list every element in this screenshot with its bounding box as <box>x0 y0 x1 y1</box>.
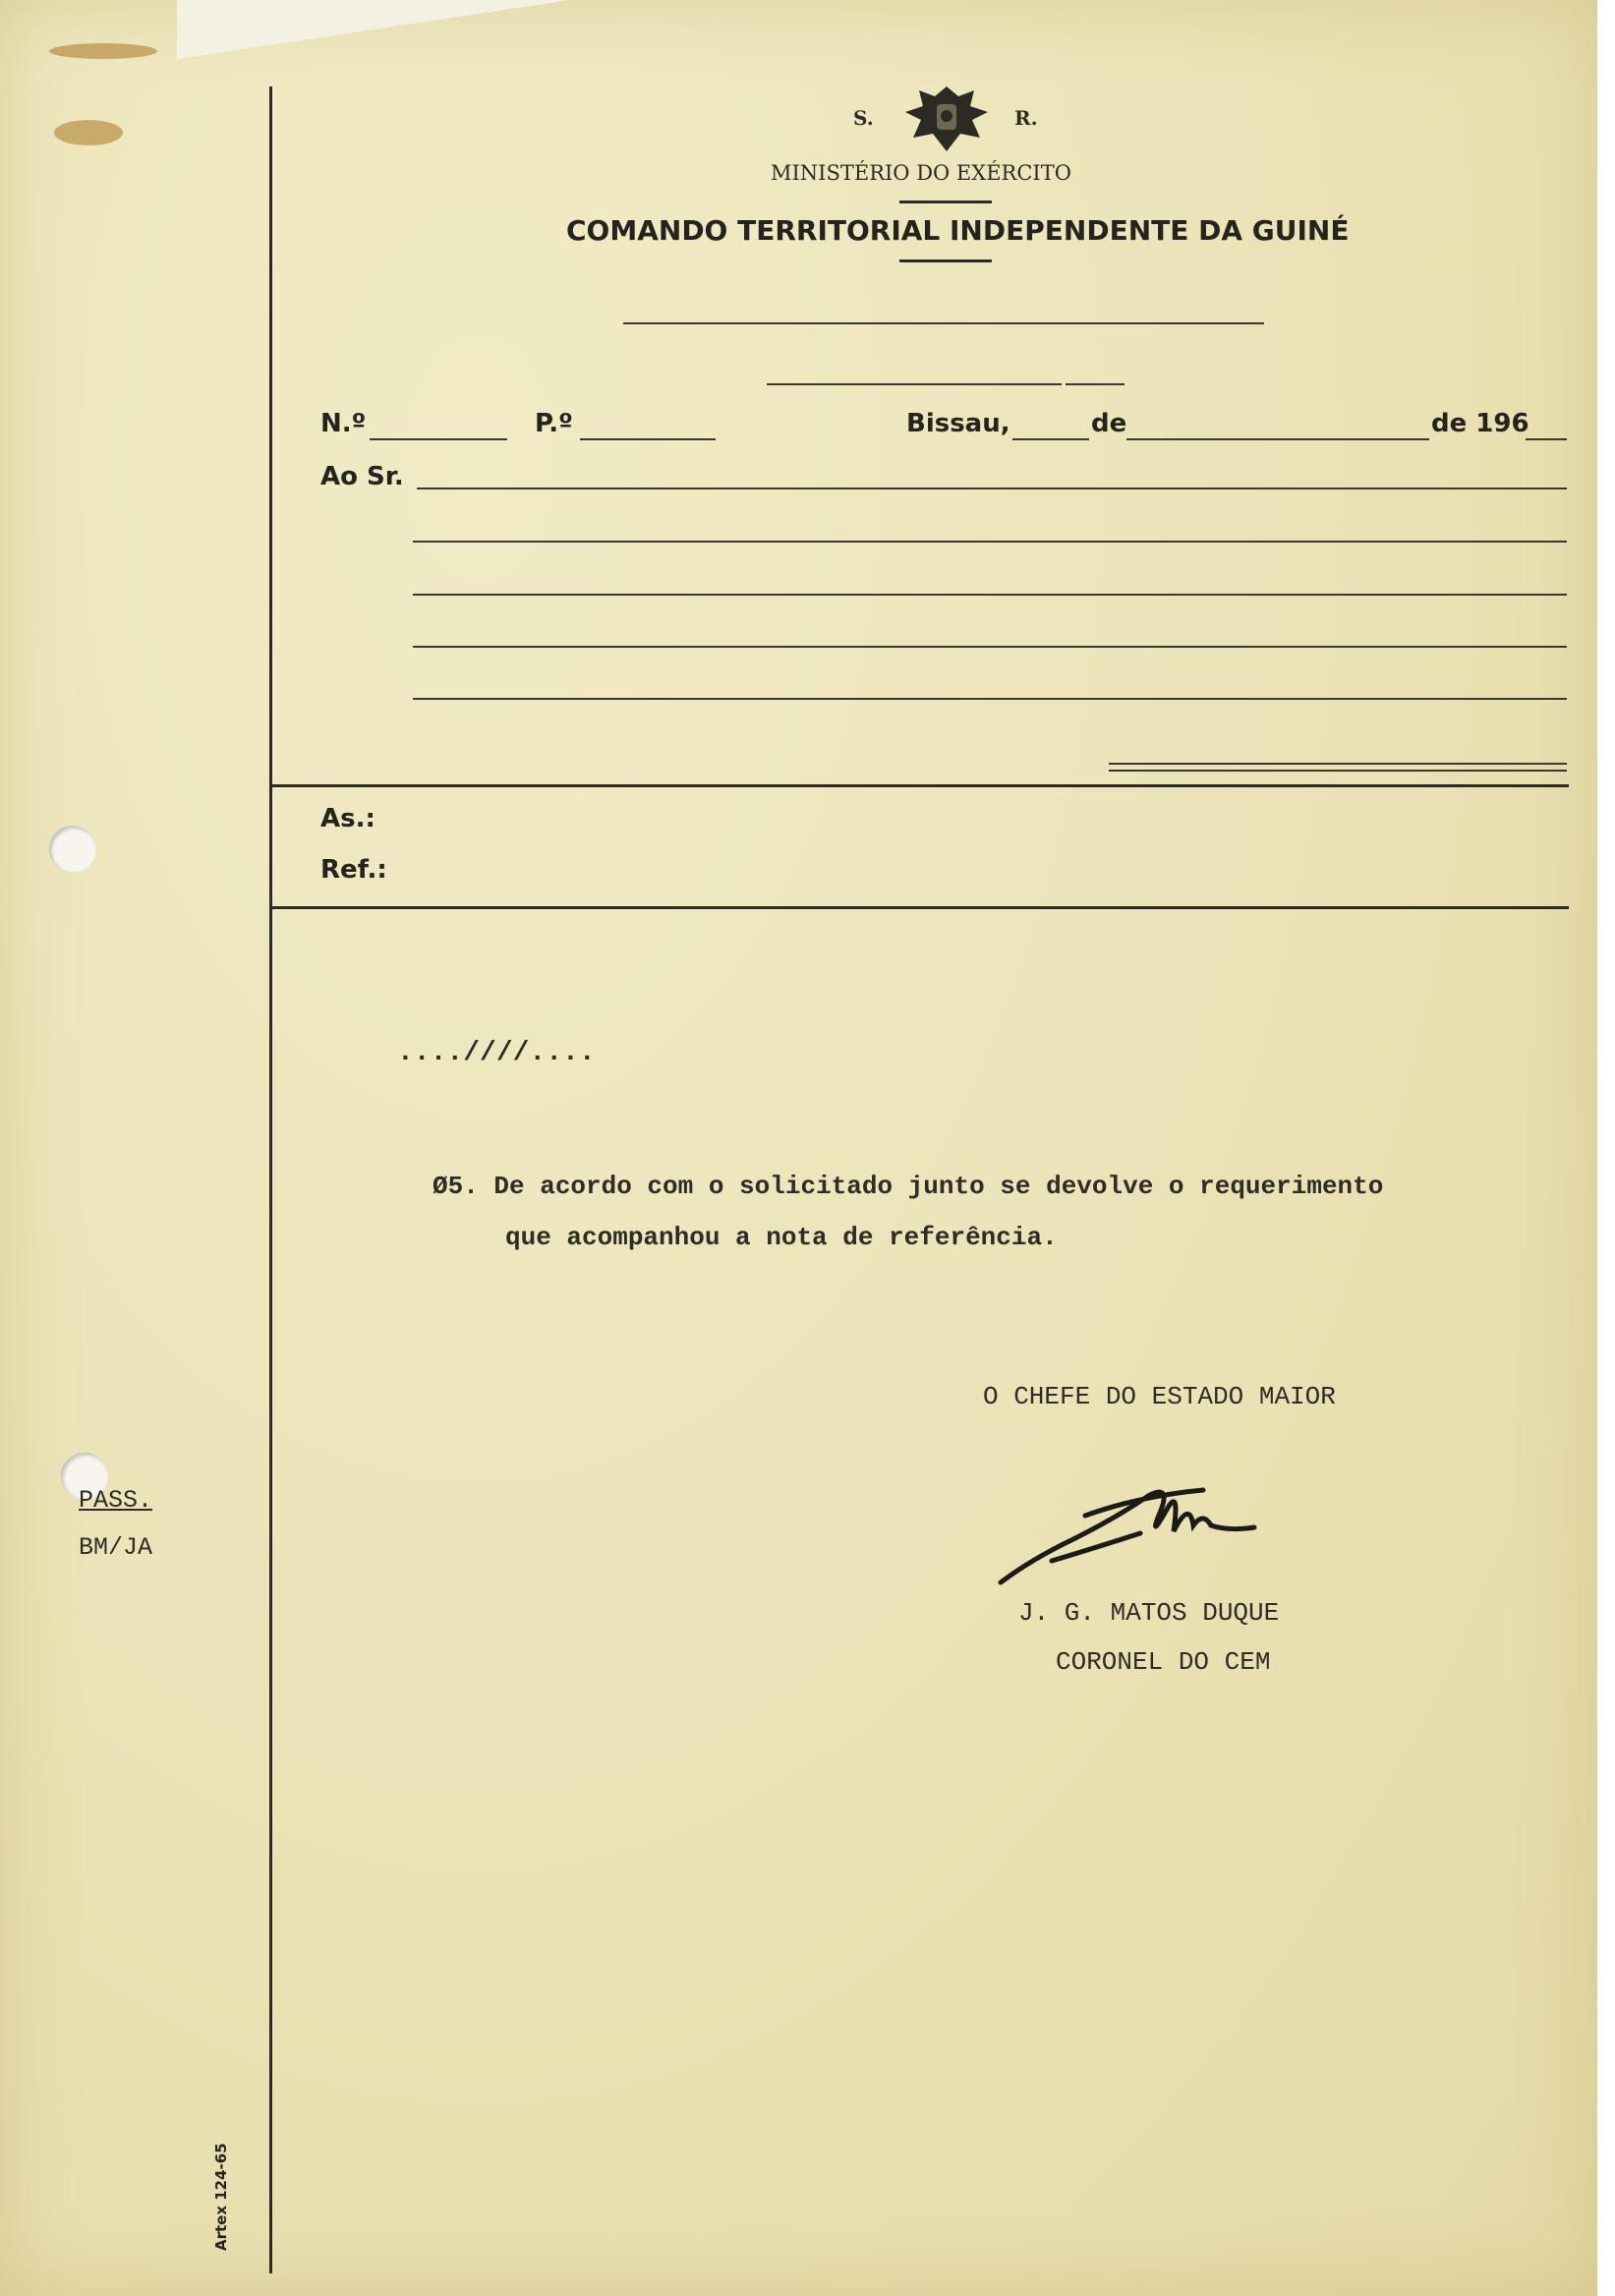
pass-note: PASS. <box>79 1486 153 1515</box>
recipient-label: Ao Sr. <box>320 462 404 491</box>
signatory-title: O CHEFE DO ESTADO MAIOR <box>983 1382 1336 1411</box>
year-label: de 196 <box>1431 409 1529 438</box>
body-paragraph-line-2: que acompanhou a nota de referência. <box>505 1223 1058 1252</box>
command-title: COMANDO TERRITORIAL INDEPENDENTE DA GUINÉ <box>566 214 1350 247</box>
separator-text: ....////.... <box>397 1038 596 1068</box>
coat-of-arms-emblem <box>897 83 996 155</box>
blank-line <box>767 383 1062 385</box>
process-field-line[interactable] <box>580 438 716 440</box>
day-field-line[interactable] <box>1012 438 1089 440</box>
signatory-rank: CORONEL DO CEM <box>1056 1647 1271 1677</box>
recipient-line[interactable] <box>413 698 1567 700</box>
reference-label: Ref.: <box>320 855 387 885</box>
body-paragraph-line-1: Ø5. De acordo com o solicitado junto se devolve o requerimento <box>433 1172 1384 1201</box>
number-field-line[interactable] <box>370 438 507 440</box>
rust-stain <box>49 43 157 59</box>
title-underline <box>899 259 992 262</box>
double-rule <box>1109 770 1567 772</box>
recipient-line[interactable] <box>413 646 1567 648</box>
place-label: Bissau, <box>906 409 1010 438</box>
de-label: de <box>1091 409 1127 438</box>
ministry-title: MINISTÉRIO DO EXÉRCITO <box>771 161 1071 185</box>
section-divider <box>271 784 1569 787</box>
double-rule <box>1109 763 1567 765</box>
initials-note: BM/JA <box>79 1533 153 1562</box>
s-label: S. <box>853 106 874 130</box>
printer-code: Artex 124-65 <box>212 2143 230 2251</box>
section-divider <box>271 906 1569 909</box>
r-label: R. <box>1014 106 1038 130</box>
number-label: N.º <box>320 409 367 438</box>
blank-line <box>1066 383 1125 385</box>
margin-rule <box>269 86 272 2273</box>
subject-label: As.: <box>320 804 375 833</box>
blank-line <box>623 322 1264 324</box>
month-field-line[interactable] <box>1126 438 1429 440</box>
title-underline <box>899 201 992 203</box>
signatory-name: J. G. MATOS DUQUE <box>1018 1598 1280 1628</box>
torn-corner <box>177 0 570 59</box>
process-label: P.º <box>535 409 573 438</box>
handwritten-signature <box>993 1474 1288 1602</box>
rust-stain <box>54 120 123 145</box>
punch-hole-top <box>49 826 96 873</box>
recipient-line[interactable] <box>413 541 1567 543</box>
recipient-line[interactable] <box>417 488 1567 489</box>
year-field-line[interactable] <box>1526 438 1567 440</box>
recipient-line[interactable] <box>413 594 1567 596</box>
